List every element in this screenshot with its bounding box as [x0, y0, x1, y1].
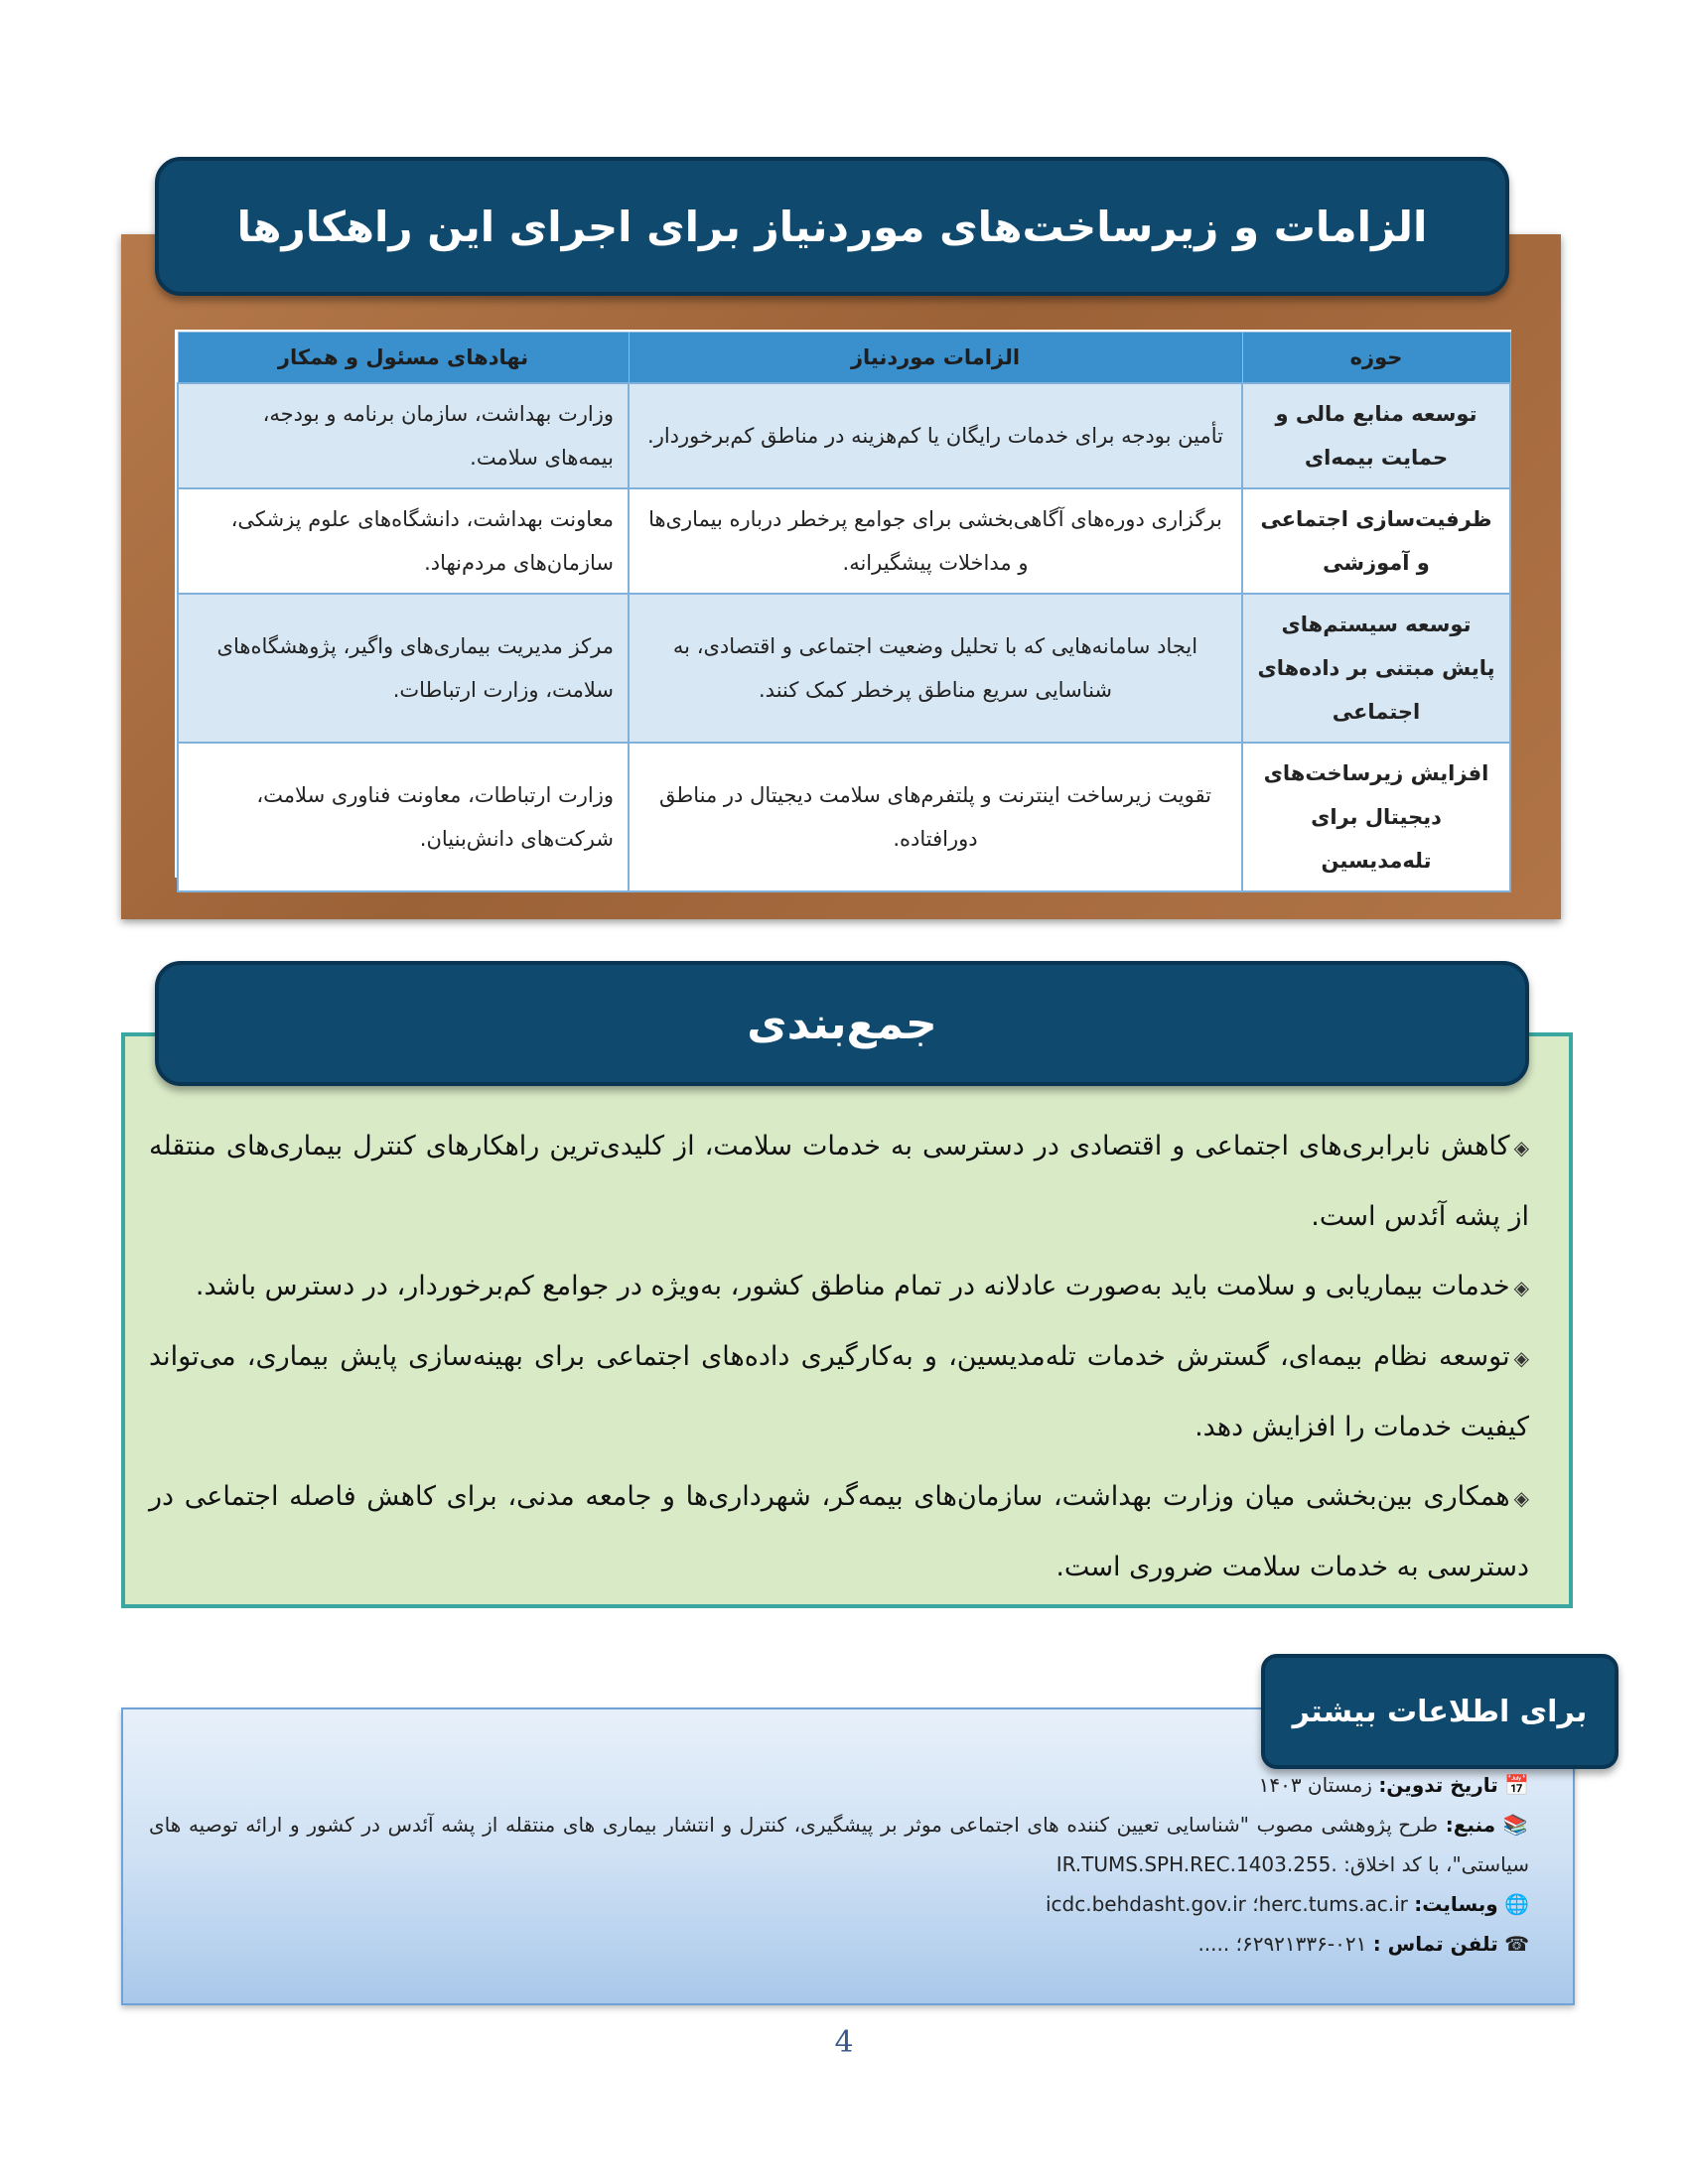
date-line [149, 1765, 1529, 1805]
table-row [178, 594, 1510, 743]
cell-organization: وزارت بهداشت، سازمان برنامه و بودجه، بیمه‌های سلامت. [178, 383, 629, 488]
requirements-table [177, 332, 1511, 892]
books-icon: 📚 [1502, 1813, 1530, 1837]
header-organizations: نهادهای مسئول و همکار [178, 333, 629, 384]
source-value: طرح پژوهشی مصوب "شناسایی تعیین کننده های اجتماعی موثر بر پیشگیری، کنترل و انتشار بیماری های منتقله از پشه آئدس در کشور و ارائه توصیه های سیاستی"، با کد اخلاق: [149, 1813, 1529, 1876]
phone-value: ۰۲۱-۶۲۹۲۱۳۳۶؛ ..... [1197, 1932, 1367, 1956]
header-requirements: الزامات موردنیاز [629, 333, 1242, 384]
cell-requirement: ایجاد سامانه‌هایی که با تحلیل وضعیت اجتماعی و اقتصادی، به شناسایی سریع مناطق پرخطر کمک کنند. [629, 594, 1242, 743]
summary-item-text: کاهش نابرابری‌های اجتماعی و اقتصادی در دسترسی به خدمات سلامت، از کلیدی‌ترین راهکارهای کنترل بیماری‌های منتقله از پشه آئدس است. [149, 1131, 1529, 1232]
cell-domain: ظرفیت‌سازی اجتماعی و آموزشی [1242, 488, 1510, 594]
cell-domain: افزایش زیرساخت‌های دیجیتال برای تله‌مدیسین [1242, 743, 1510, 891]
calendar-icon: 📅 [1504, 1773, 1529, 1797]
ethics-code: IR.TUMS.SPH.REC.1403.255. [1055, 1852, 1337, 1876]
website-value[interactable]: herc.tums.ac.ir؛ icdc.behdasht.gov.ir [1046, 1892, 1408, 1916]
source-line [149, 1805, 1529, 1884]
diamond-bullet-icon: ◈ [1513, 1486, 1529, 1510]
more-info-details [149, 1765, 1529, 1964]
list-item [149, 1462, 1529, 1602]
list-item [149, 1322, 1529, 1462]
summary-item-text: خدمات بیماریابی و سلامت باید به‌صورت عادلانه در تمام مناطق کشور، به‌ویژه در جوامع کم‌برخوردار، در دسترس باشد. [195, 1271, 1510, 1301]
summary-list [149, 1112, 1529, 1602]
section-title-summary: جمع‌بندی [155, 961, 1529, 1086]
cell-organization: مرکز مدیریت بیماری‌های واگیر، پژوهشگاه‌های سلامت، وزارت ارتباطات. [178, 594, 629, 743]
cell-requirement: تأمین بودجه برای خدمات رایگان یا کم‌هزینه در مناطق کم‌برخوردار. [629, 383, 1242, 488]
diamond-bullet-icon: ◈ [1513, 1346, 1529, 1370]
date-label: تاریخ تدوین: [1378, 1773, 1498, 1797]
cell-requirement: برگزاری دوره‌های آگاهی‌بخشی برای جوامع پرخطر درباره بیماری‌ها و مداخلات پیشگیرانه. [629, 488, 1242, 594]
website-line [149, 1884, 1529, 1924]
date-value: زمستان ۱۴۰۳ [1258, 1773, 1372, 1797]
cell-requirement: تقویت زیرساخت اینترنت و پلتفرم‌های سلامت دیجیتال در مناطق دورافتاده. [629, 743, 1242, 891]
cell-organization: وزارت ارتباطات، معاونت فناوری سلامت، شرکت‌های دانش‌بنیان. [178, 743, 629, 891]
diamond-bullet-icon: ◈ [1513, 1276, 1529, 1299]
cell-organization: معاونت بهداشت، دانشگاه‌های علوم پزشکی، سازمان‌های مردم‌نهاد. [178, 488, 629, 594]
section-title-requirements: الزامات و زیرساخت‌های موردنیاز برای اجرای این راهکارها [155, 157, 1509, 296]
phone-label: تلفن تماس : [1372, 1932, 1498, 1956]
cell-domain: توسعه منابع مالی و حمایت بیمه‌ای [1242, 383, 1510, 488]
table-header-row [178, 333, 1510, 384]
diamond-bullet-icon: ◈ [1513, 1136, 1529, 1160]
header-domain: حوزه [1242, 333, 1510, 384]
summary-item-text: همکاری بین‌بخشی میان وزارت بهداشت، سازمان‌های بیمه‌گر، شهرداری‌ها و جامعه مدنی، برای کاهش فاصله اجتماعی در دسترسی به خدمات سلامت ضروری است. [149, 1481, 1529, 1582]
cell-domain: توسعه سیستم‌های پایش مبتنی بر داده‌های اجتماعی [1242, 594, 1510, 743]
list-item [149, 1252, 1529, 1322]
summary-item-text: توسعه نظام بیمه‌ای، گسترش خدمات تله‌مدیسین، و به‌کارگیری داده‌های اجتماعی برای بهینه‌سازی پایش بیماری، می‌تواند کیفیت خدمات را افزایش دهد. [149, 1341, 1529, 1442]
list-item [149, 1112, 1529, 1252]
website-label: وبسایت: [1414, 1892, 1498, 1916]
page-number: 4 [834, 2025, 854, 2060]
table-row [178, 383, 1510, 488]
globe-icon: 🌐 [1504, 1892, 1529, 1916]
phone-icon: ☎ [1504, 1932, 1529, 1956]
table-row [178, 488, 1510, 594]
source-label: منبع: [1445, 1813, 1496, 1837]
section-title-more-info: برای اطلاعات بیشتر [1261, 1654, 1618, 1769]
phone-line [149, 1924, 1529, 1964]
table-row [178, 743, 1510, 891]
